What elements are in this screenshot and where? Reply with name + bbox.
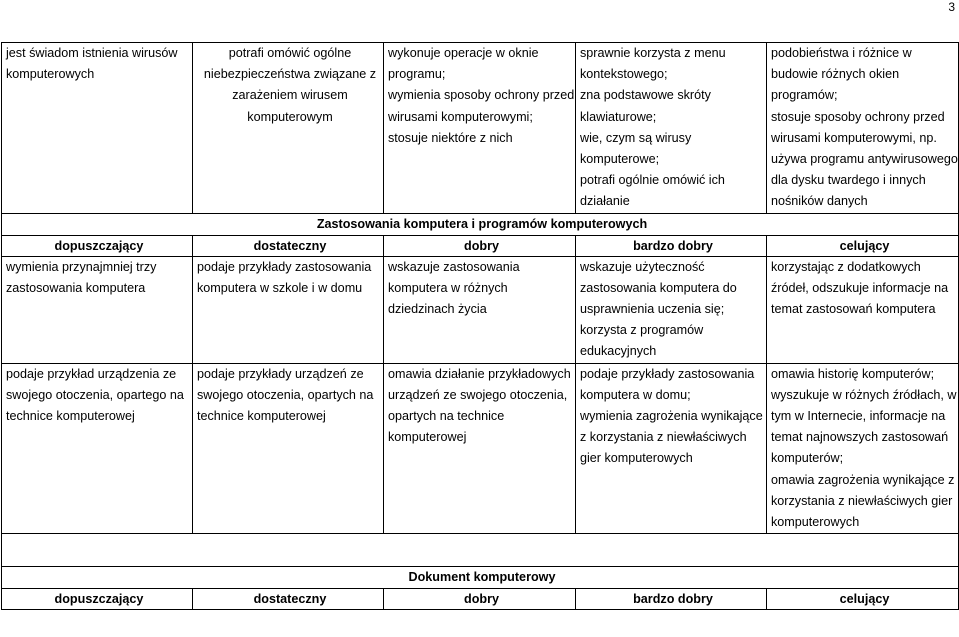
level-header: dostateczny: [193, 235, 384, 256]
top-cell-1: [2, 43, 193, 214]
cell-line: urządzeń ze swojego otoczenia,: [388, 387, 568, 402]
cell-line: wskazuje użyteczność: [580, 259, 705, 274]
requirement-row-2: [2, 363, 959, 534]
blank-cell: [2, 534, 959, 567]
requirement-cell: [576, 363, 767, 534]
cell-line: zastosowania komputera do: [580, 280, 737, 295]
cell-line: dla dysku twardego i innych: [771, 173, 926, 188]
requirement-cell: [384, 363, 576, 534]
top-cell-3: [384, 43, 576, 214]
level-header: dobry: [384, 235, 576, 256]
cell-line: omawia historię komputerów;: [771, 366, 935, 381]
level-header: bardzo dobry: [576, 235, 767, 256]
cell-line: wyszukuje w różnych źródłach, w: [771, 387, 957, 402]
cell-line: opartych na technice: [388, 409, 505, 424]
cell-line: komputera w różnych: [388, 280, 508, 295]
cell-line: wymienia sposoby ochrony przed: [388, 88, 575, 103]
cell-line: z korzystania z niewłaściwych: [580, 430, 747, 445]
requirement-cell: [767, 256, 959, 363]
cell-line: sprawnie korzysta z menu: [580, 46, 726, 60]
requirement-row-1: [2, 256, 959, 363]
level-header: dostateczny: [193, 589, 384, 610]
level-header: celujący: [767, 235, 959, 256]
cell-line: potrafi ogólnie omówić ich: [580, 173, 725, 188]
level-header: dobry: [384, 589, 576, 610]
level-header: dopuszczający: [2, 589, 193, 610]
cell-line: kontekstowego;: [580, 67, 668, 82]
cell-line: programu;: [388, 67, 446, 82]
cell-line: jest świadom istnienia wirusów: [6, 46, 178, 60]
cell-line: podaje przykłady zastosowania: [197, 259, 372, 274]
level-header: bardzo dobry: [576, 589, 767, 610]
cell-line: wskazuje zastosowania: [388, 259, 520, 274]
cell-line: temat zastosowań komputera: [771, 302, 936, 317]
cell-line: używa programu antywirusowego: [771, 152, 958, 167]
cell-line: stosuje niektóre z nich: [388, 130, 513, 145]
cell-line: usprawnienia uczenia się;: [580, 302, 725, 317]
cell-line: podaje przykład urządzenia ze: [6, 366, 177, 381]
cell-line: komputerowych: [771, 515, 860, 530]
cell-line: technice komputerowej: [197, 409, 326, 424]
requirement-cell: [2, 363, 193, 534]
requirement-cell: [576, 256, 767, 363]
requirement-cell: [384, 256, 576, 363]
requirement-cell: [193, 256, 384, 363]
cell-line: temat najnowszych zastosowań: [771, 430, 949, 445]
cell-line: gier komputerowych: [580, 451, 693, 466]
cell-line: wie, czym są wirusy: [580, 130, 692, 145]
cell-line: edukacyjnych: [580, 344, 657, 359]
cell-line: dziedzinach życia: [388, 302, 487, 317]
blank-row: [2, 534, 959, 567]
cell-line: komputera w szkole i w domu: [197, 280, 363, 295]
cell-line: omawia działanie przykładowych: [388, 366, 571, 381]
cell-line: potrafi omówić ogólne: [228, 46, 352, 60]
cell-line: klawiaturowe;: [580, 109, 657, 124]
cell-line: komputerowej: [388, 430, 467, 445]
cell-line: wirusami komputerowymi, np.: [771, 130, 937, 145]
cell-line: zarażeniem wirusem: [232, 88, 348, 103]
requirement-cell: [2, 256, 193, 363]
cell-line: podaje przykłady urządzeń ze: [197, 366, 364, 381]
top-cell-2: [193, 43, 384, 214]
levels-row-2: [2, 589, 959, 610]
cell-line: podaje przykłady zastosowania: [580, 366, 755, 381]
top-cell-5: [767, 43, 959, 214]
cell-line: tym w Internecie, informacje na: [771, 409, 946, 424]
top-row: [2, 43, 959, 214]
cell-line: budowie różnych okien: [771, 67, 900, 82]
cell-line: niebezpieczeństwa związane z: [203, 67, 377, 82]
page-number: 3: [948, 0, 955, 14]
cell-line: wirusami komputerowymi;: [388, 109, 533, 124]
cell-line: zna podstawowe skróty: [580, 88, 711, 103]
cell-line: wykonuje operacje w oknie: [388, 46, 539, 60]
cell-line: stosuje sposoby ochrony przed: [771, 109, 945, 124]
cell-line: korzystając z dodatkowych: [771, 259, 921, 274]
cell-line: podobieństwa i różnice w: [771, 46, 912, 60]
cell-line: komputerów;: [771, 451, 844, 466]
levels-row: [2, 235, 959, 256]
cell-line: źródeł, odszukuje informacje na: [771, 280, 949, 295]
section-title: Zastosowania komputera i programów komputerowych: [2, 213, 959, 235]
requirement-cell: [193, 363, 384, 534]
requirement-cell: [767, 363, 959, 534]
cell-line: programów;: [771, 88, 838, 103]
cell-line: komputerowym: [247, 109, 333, 124]
cell-line: omawia zagrożenia wynikające z: [771, 472, 955, 487]
level-header: dopuszczający: [2, 235, 193, 256]
cell-line: korzysta z programów: [580, 323, 704, 338]
top-cell-4: [576, 43, 767, 214]
cell-line: zastosowania komputera: [6, 280, 146, 295]
cell-line: swojego otoczenia, opartego na: [6, 387, 184, 402]
cell-line: korzystania z niewłaściwych gier: [771, 493, 953, 508]
level-header: celujący: [767, 589, 959, 610]
section-row: [2, 213, 959, 235]
cell-line: komputerowe;: [580, 152, 660, 167]
requirements-table: [1, 42, 959, 610]
section-title-2: Dokument komputerowy: [2, 567, 959, 589]
cell-line: działanie: [580, 194, 630, 209]
cell-line: swojego otoczenia, opartych na: [197, 387, 374, 402]
cell-line: wymienia przynajmniej trzy: [6, 259, 157, 274]
cell-line: komputera w domu;: [580, 387, 691, 402]
section-row-2: [2, 567, 959, 589]
cell-line: komputerowych: [6, 67, 95, 82]
cell-line: wymienia zagrożenia wynikające: [580, 409, 763, 424]
cell-line: nośników danych: [771, 194, 868, 209]
cell-line: technice komputerowej: [6, 409, 135, 424]
